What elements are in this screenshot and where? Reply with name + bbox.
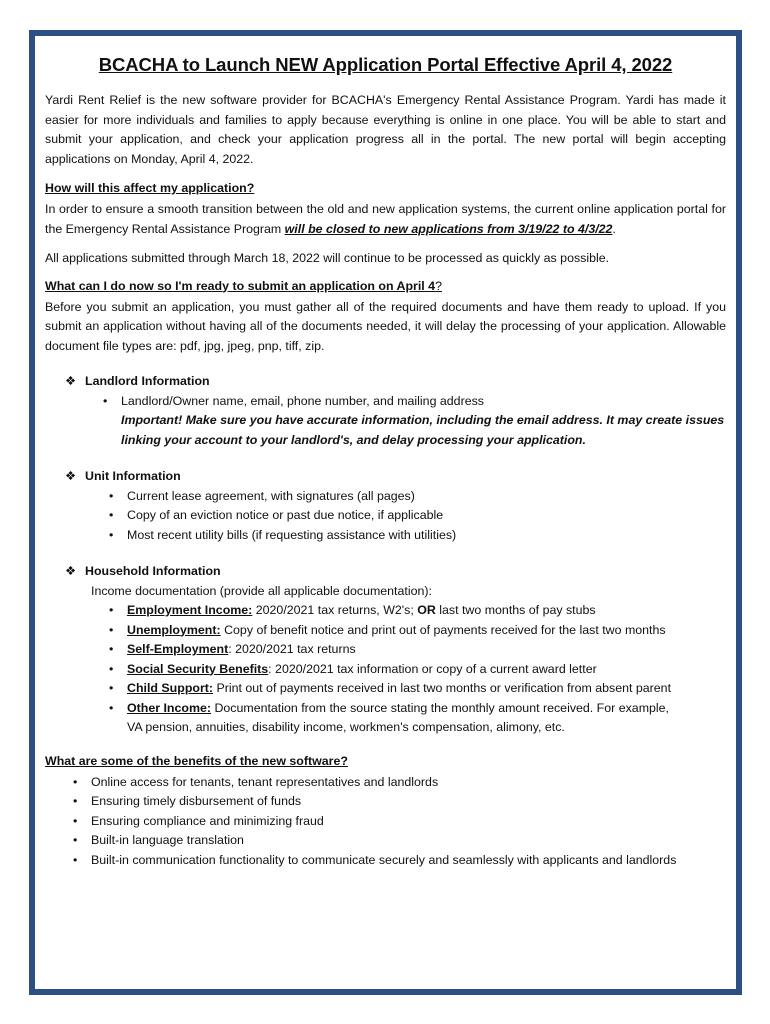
diamond-bullet-icon: ❖ <box>65 564 77 578</box>
q2-heading-tail: ? <box>435 278 442 293</box>
list-item: • Built-in language translation <box>91 831 686 851</box>
list-item: • Online access for tenants, tenant representatives and landlords <box>91 773 686 793</box>
q2-heading-wrap <box>45 277 726 296</box>
list-item: • Most recent utility bills (if requesting assistance with utilities) <box>127 526 726 546</box>
income-text: : 2020/2021 tax returns <box>228 642 356 656</box>
list-item <box>127 679 686 699</box>
page-title: BCACHA to Launch NEW Application Portal Effective April 4, 2022 <box>98 54 673 75</box>
q1-text: In order to ensure a smooth transition between the old and new application systems, the current online application portal for the Emergency Rental Assistance Program <box>45 202 726 236</box>
income-text: : 2020/2021 tax information or copy of a current award letter <box>268 661 597 676</box>
q2-paragraph: Before you submit an application, you must gather all of the required documents and have them ready to upload. If you submit an application without having all of the documents needed, it will delay the processing of your application. Allowable document file types are: pdf, jpg, jpeg, pnp, tiff, zip. <box>45 299 726 353</box>
income-text: Print out of payments received in last two months or verification from absent parent <box>213 681 672 695</box>
income-label: Child Support: <box>127 681 214 695</box>
list-item: • Ensuring timely disbursement of funds <box>91 792 686 812</box>
income-label: Unemployment: <box>127 622 221 637</box>
landlord-important-note: Important! Make sure you have accurate information, including the email address. It may create issues linking your account to your landlord's, and delay processing your application. <box>121 413 725 447</box>
intro-paragraph: Yardi Rent Relief is the new software provider for BCACHA's Emergency Rental Assistance Program. Yardi has made it easier for more individuals and families to apply because everything is online in one place. You will be able to start and submit your application, and check your application progress all in the portal. The new portal will begin accepting applications on Monday, April 4, 2022. <box>45 93 726 166</box>
list-item <box>127 601 686 621</box>
diamond-bullet-icon: ❖ <box>65 374 77 388</box>
list-item: • Current lease agreement, with signatures (all pages) <box>127 487 726 507</box>
list-item <box>127 640 686 660</box>
income-intro: Income documentation (provide all applicable documentation): <box>91 583 432 598</box>
q1-heading: How will this affect my application? <box>45 181 255 195</box>
diamond-bullet-icon: ❖ <box>65 469 77 483</box>
benefits-heading: What are some of the benefits of the new software? <box>45 753 348 768</box>
income-text: Documentation from the source stating the monthly amount received. For example, VA pension, annuities, disability income, workmen's compensation, alimony, etc. <box>127 700 669 734</box>
landlord-list <box>121 392 726 412</box>
q1-paragraph <box>45 200 726 239</box>
income-label: Social Security Benefits <box>127 661 269 676</box>
list-item: • Ensuring compliance and minimizing fraud <box>91 812 686 832</box>
income-label: Employment Income: <box>127 603 253 617</box>
income-label: Other Income: <box>127 700 211 715</box>
income-text: Copy of benefit notice and print out of payments received for the last two months <box>220 622 666 637</box>
list-item <box>127 621 686 641</box>
q1-closure-dates: will be closed to new applications from 3/19/22 to 4/3/22 <box>284 221 613 236</box>
q2-heading: What can I do now so I'm ready to submit an application on April 4 <box>45 278 436 293</box>
household-heading: Household Information <box>85 564 221 578</box>
list-item <box>127 699 686 738</box>
income-label: Self-Employment <box>127 642 229 656</box>
document-body <box>35 36 736 989</box>
income-text: last two months of pay stubs <box>435 603 596 617</box>
income-text: 2020/2021 tax returns, W2's; <box>252 603 418 617</box>
list-item: • Built-in communication functionality to communicate securely and seamlessly with applicants and landlords <box>91 851 686 871</box>
benefits-list <box>91 773 726 871</box>
household-list <box>127 601 726 738</box>
landlord-section-heading <box>65 372 726 392</box>
household-section-heading <box>65 562 726 582</box>
unit-section-heading <box>65 467 726 487</box>
q1-paragraph-2: All applications submitted through March 18, 2022 will continue to be processed as quickly as possible. <box>45 251 610 265</box>
unit-list <box>127 487 726 546</box>
list-item: • Landlord/Owner name, email, phone number, and mailing address <box>121 392 726 412</box>
list-item <box>127 660 686 680</box>
document-border <box>29 30 742 995</box>
landlord-heading: Landlord Information <box>85 374 210 388</box>
income-bold: OR <box>417 603 436 617</box>
unit-heading: Unit Information <box>85 469 181 483</box>
q1-period: . <box>612 221 616 236</box>
list-item: • Copy of an eviction notice or past due notice, if applicable <box>127 506 726 526</box>
